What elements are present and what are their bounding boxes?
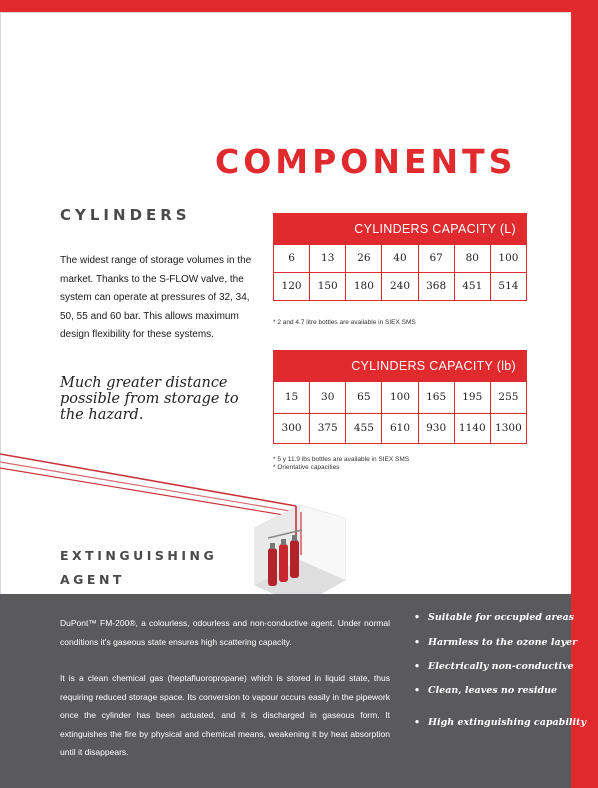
table-cell: 13 [309,245,345,272]
cylinders-intro-text: The widest range of storage volumes in the market. Thanks to the S-FLOW valve, the system can operate at pressures of 32, 34, 50, 55 and 60 bar. This allows maximum design flexibility for these systems. [60,255,252,340]
list-item-label: Suitable for occupied areas [428,612,575,623]
table-cell: 165 [418,382,454,413]
table-cell: 368 [418,273,454,300]
list-item-label: Clean, leaves no residue [428,685,558,696]
table-litres-footnote: * 2 and 4.7 litre bottles are available in SIEX SMS [273,319,416,326]
cylinders-heading: CYLINDERS [60,206,191,224]
table-cell: 930 [418,414,454,443]
table-cell: 455 [345,414,381,443]
table-cell: 1300 [490,414,526,443]
table-row [274,413,526,443]
capacity-table-litres-title: CYLINDERS CAPACITY (L) [274,214,526,245]
table-cell: 300 [281,422,302,434]
table-cell: 1140 [454,414,490,443]
cylinders-quote: Much greater distance possible from storage to the hazard. [60,375,239,423]
table-row [274,245,526,272]
table-cell: 610 [381,414,417,443]
cylinder-installation-illustration [0,440,360,620]
table-row [274,382,526,413]
table-cell: 6 [288,252,295,264]
extinguishing-agent-heading [60,544,217,592]
table-cell: 514 [490,273,526,300]
table-cell: 67 [418,245,454,272]
table-cell: 26 [345,245,381,272]
table-row [274,272,526,300]
bullet-icon: • [414,637,421,648]
list-item [414,612,574,623]
table-cell: 180 [345,273,381,300]
extinguishing-agent-heading-line2: AGENT [60,572,125,587]
list-item [414,717,587,728]
table-cell: 80 [454,245,490,272]
table-cell: 100 [381,382,417,413]
table-cell: 15 [284,391,299,403]
table-cell: 40 [381,245,417,272]
extinguishing-agent-heading-line1: EXTINGUISHING [60,548,218,563]
bullet-icon: • [414,661,421,672]
list-item-label: Electrically non-conductive [428,661,574,672]
bullet-icon: • [414,717,421,728]
table-cell: 65 [345,382,381,413]
table-cell: 451 [454,273,490,300]
table-lbs-footnote: * Orientative capacities [273,464,340,471]
capacity-table-lbs-title: CYLINDERS CAPACITY (lb) [274,351,526,382]
capacity-table-lbs [273,350,527,444]
agent-paragraph-2: It is a clean chemical gas (heptafluoropropane) which is stored in liquid state, thus requiring reduced storage space. Its conversion to vapour occurs easily in the pipework once the cylinder has been actuated, and it is discharged in gaseous form. It extinguishes the fire by physical and chemical means, weakening it by heat absorption until it disappears. [60,673,390,757]
table-cell: 150 [309,273,345,300]
list-item [414,637,578,648]
table-cell: 100 [490,245,526,272]
table-cell: 255 [490,382,526,413]
table-cell: 30 [309,382,345,413]
list-item [414,661,574,672]
table-cell: 195 [454,382,490,413]
table-lbs-footnote: * 5 y 11.9 lbs bottles are available in SIEX SMS [273,456,410,463]
table-cell: 120 [281,280,302,292]
list-item-label: High extinguishing capability [428,717,587,728]
list-item-label: Harmless to the ozone layer [428,637,578,648]
right-accent-bar [571,0,598,788]
capacity-table-litres [273,213,527,301]
bullet-icon: • [414,685,421,696]
table-cell: 375 [309,414,345,443]
page-title: COMPONENTS [215,142,517,181]
list-item [414,685,574,696]
bullet-icon: • [414,612,421,623]
agent-paragraph-1: DuPont™ FM-200®, a colourless, odourless and non-conductive agent. Under normal conditions it's gaseous state ensures high scattering capacity. [60,618,390,647]
top-accent-bar [0,0,598,12]
table-cell: 240 [381,273,417,300]
